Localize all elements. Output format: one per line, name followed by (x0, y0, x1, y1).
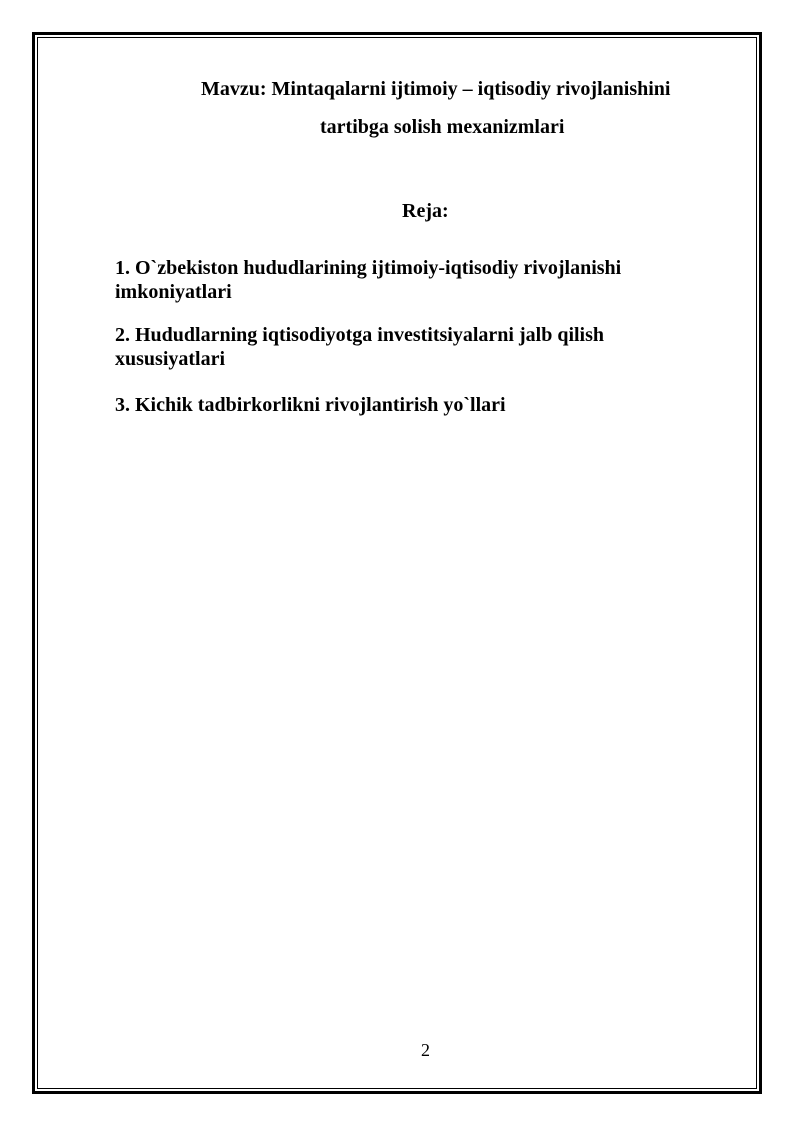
plan-heading: Reja: (402, 200, 449, 222)
plan-item: 3. Kichik tadbirkorlikni rivojlantirish yo`llari (115, 394, 506, 416)
plan-item: 1. O`zbekiston hududlarining ijtimoiy-iqtisodiy rivojlanishi imkoniyatlari (115, 257, 622, 303)
topic-title-line-1: Mavzu: Mintaqalarni ijtimoiy – iqtisodiy rivojlanishini (201, 78, 671, 100)
topic-title-line-2: tartibga solish mexanizmlari (320, 116, 565, 138)
page-number: 2 (421, 1040, 430, 1060)
page-border-inner (37, 37, 757, 1089)
plan-item: 2. Hududlarning iqtisodiyotga investitsiyalarni jalb qilish xususiyatlari (115, 324, 605, 370)
